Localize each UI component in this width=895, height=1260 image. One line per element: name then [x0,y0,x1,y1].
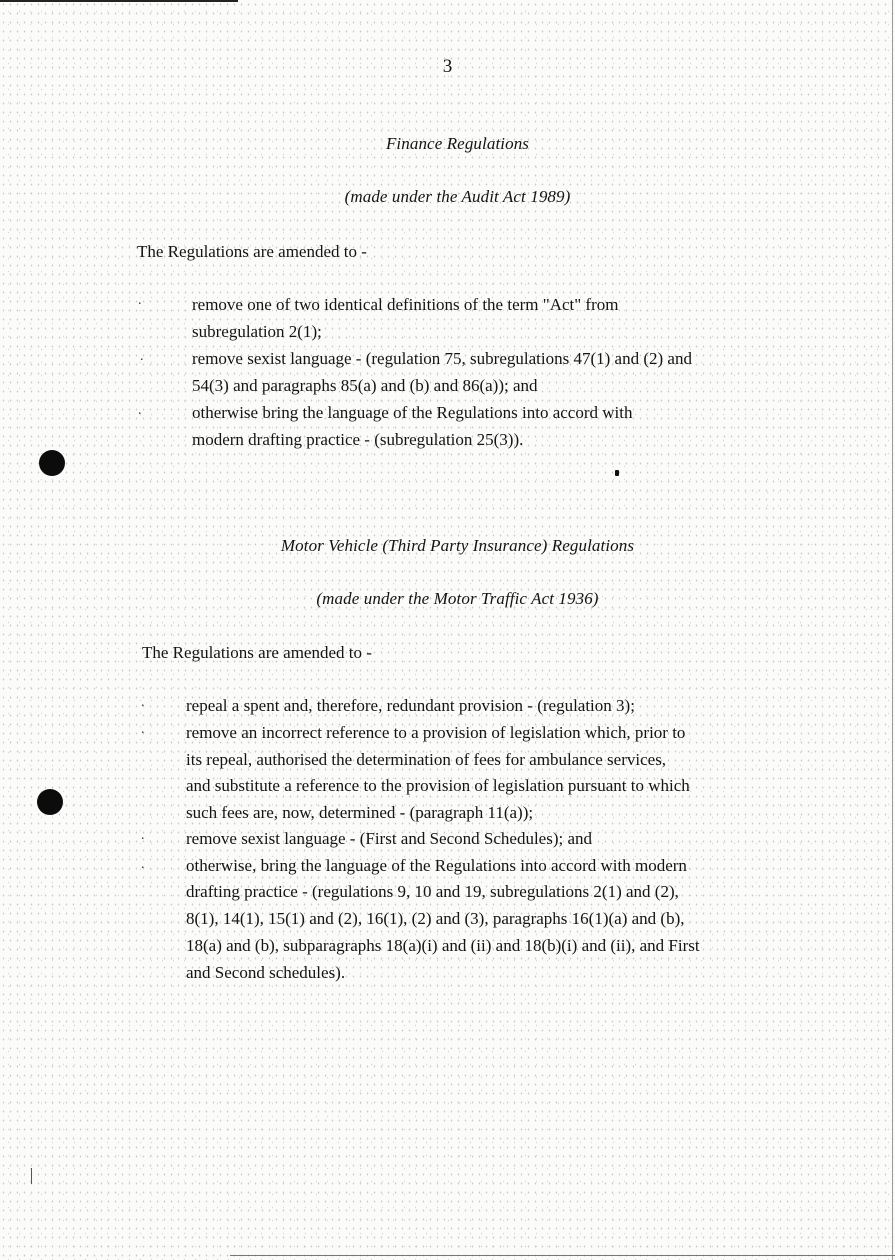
section-intro-finance: The Regulations are amended to - [137,242,367,261]
amendment-line: remove an incorrect reference to a provision of legislation which, prior to [186,723,686,742]
bullet-marker: . [140,349,144,364]
bullet-marker: . [138,293,142,308]
section-subtitle-finance: (made under the Audit Act 1989) [344,187,571,206]
amendment-line: drafting practice - (regulations 9, 10 and 19, subregulations 2(1) and (2), [186,882,679,901]
punch-hole [37,789,63,815]
amendment-line: its repeal, authorised the determination of fees for ambulance services, [186,750,667,769]
amendment-line: 18(a) and (b), subparagraphs 18(a)(i) and (ii) and 18(b)(i) and (ii), and First [186,936,700,955]
bullet-marker: . [138,403,142,418]
amendment-line: remove sexist language - (regulation 75, subregulations 47(1) and (2) and [192,349,692,368]
amendment-line: otherwise, bring the language of the Regulations into accord with modern [186,856,687,875]
ink-speck [615,470,619,476]
section-title-motor-vehicle: Motor Vehicle (Third Party Insurance) Regulations [280,536,635,555]
amendment-line: subregulation 2(1); [192,322,322,341]
amendment-line: otherwise bring the language of the Regulations into accord with [192,403,633,422]
amendment-line: remove sexist language - (First and Second Schedules); and [186,829,593,848]
bullet-marker: . [141,695,145,710]
scan-mark [31,1168,32,1184]
punch-hole [39,450,65,476]
amendment-line: 8(1), 14(1), 15(1) and (2), 16(1), (2) and (3), paragraphs 16(1)(a) and (b), [186,909,685,928]
section-subtitle-motor-vehicle: (made under the Motor Traffic Act 1936) [316,589,599,608]
bullet-marker: . [141,722,145,737]
amendment-line: repeal a spent and, therefore, redundant provision - (regulation 3); [186,696,635,715]
section-title-finance: Finance Regulations [385,134,530,153]
amendment-line: 54(3) and paragraphs 85(a) and (b) and 86(a)); and [192,376,538,395]
amendment-line: and Second schedules). [186,963,346,982]
scan-edge-bottom [230,1255,895,1256]
page-number: 3 [442,56,453,77]
scan-edge-top [0,0,238,2]
amendment-line: modern drafting practice - (subregulation 25(3)). [192,430,524,449]
amendment-line: remove one of two identical definitions of the term "Act" from [192,295,619,314]
bullet-marker: . [141,857,145,872]
bullet-marker: . [141,828,145,843]
amendment-line: and substitute a reference to the provision of legislation pursuant to which [186,776,690,795]
amendment-line: such fees are, now, determined - (paragraph 11(a)); [186,803,534,822]
section-intro-motor-vehicle: The Regulations are amended to - [142,643,372,662]
